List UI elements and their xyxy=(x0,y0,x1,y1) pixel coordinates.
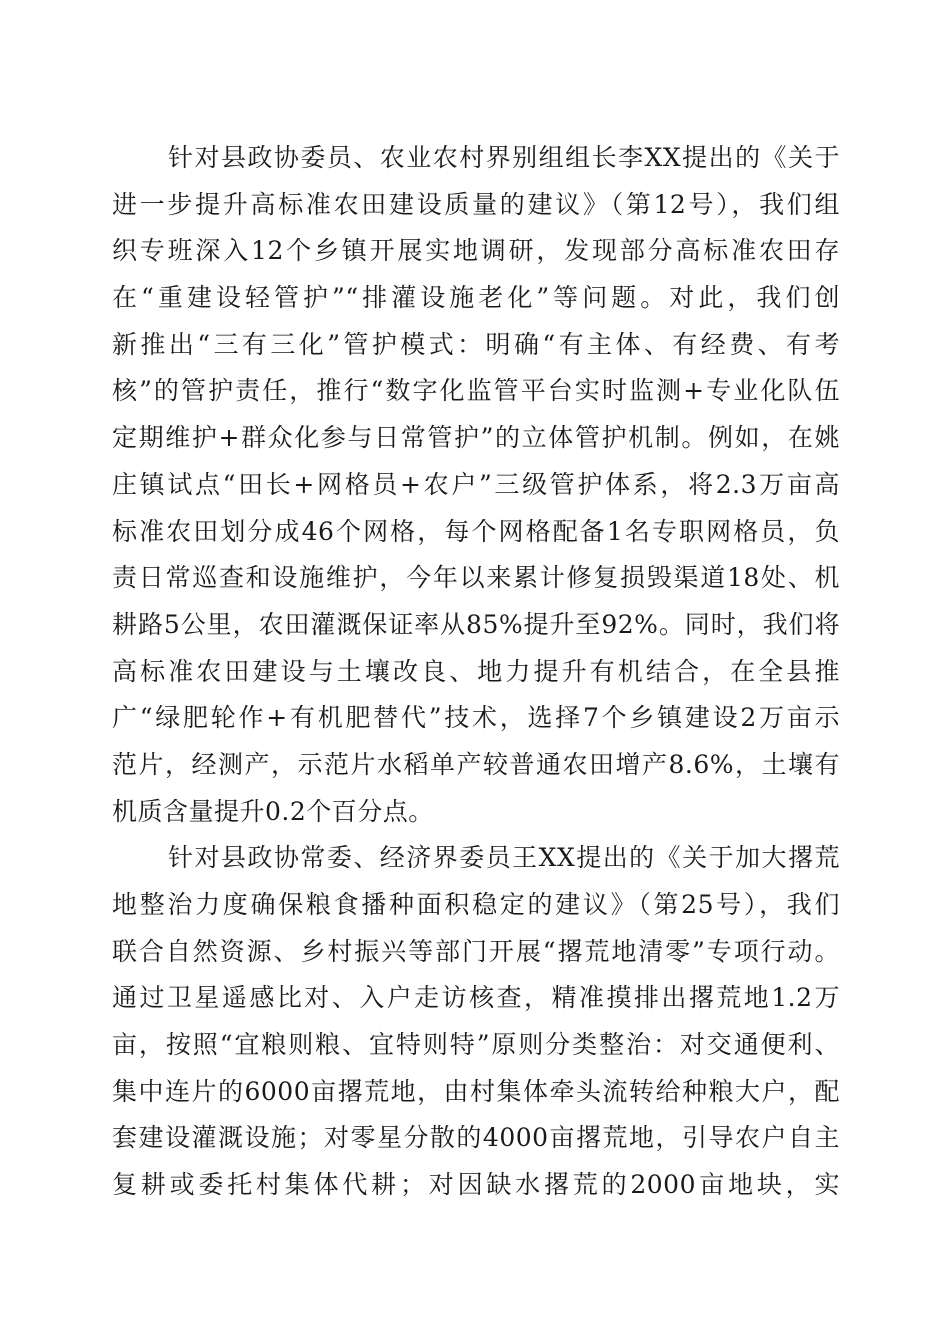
text-line: 核”的管护责任，推行“数字化监管平台实时监测+专业化队伍 xyxy=(112,376,840,406)
text-line: 耕路5公里，农田灌溉保证率从85%提升至92%。同时，我们将 xyxy=(112,609,840,639)
document-body xyxy=(112,135,840,1209)
text-line: 标准农田划分成46个网格，每个网格配备1名专职网格员，负 xyxy=(112,516,840,546)
text-line: 定期维护+群众化参与日常管护”的立体管护机制。例如，在姚 xyxy=(112,423,840,453)
text-line: 针对县政协常委、经济界委员王XX提出的《关于加大撂荒 xyxy=(168,843,840,873)
text-line: 复耕或委托村集体代耕；对因缺水撂荒的2000亩地块，实 xyxy=(112,1170,840,1200)
text-line: 集中连片的6000亩撂荒地，由村集体牵头流转给种粮大户，配 xyxy=(112,1076,840,1106)
text-line: 广“绿肥轮作+有机肥替代”技术，选择7个乡镇建设2万亩示 xyxy=(112,703,840,733)
text-line: 范片，经测产，示范片水稻单产较普通农田增产8.6%，土壤有 xyxy=(112,749,840,779)
text-line: 进一步提升高标准农田建设质量的建议》（第12号），我们组 xyxy=(112,189,840,219)
text-line: 机质含量提升0.2个百分点。 xyxy=(112,796,434,826)
text-line: 高标准农田建设与土壤改良、地力提升有机结合，在全县推 xyxy=(112,656,840,686)
paragraph-abandoned-land xyxy=(112,835,840,1209)
text-line: 通过卫星遥感比对、入户走访核查，精准摸排出撂荒地1.2万 xyxy=(112,983,840,1013)
text-line: 庄镇试点“田长+网格员+农户”三级管护体系，将2.3万亩高 xyxy=(112,469,840,499)
text-line: 地整治力度确保粮食播种面积稳定的建议》（第25号），我们 xyxy=(112,890,840,919)
text-line: 织专班深入12个乡镇开展实地调研，发现部分高标准农田存 xyxy=(112,236,840,266)
text-line: 套建设灌溉设施；对零星分散的4000亩撂荒地，引导农户自主 xyxy=(112,1123,840,1153)
text-line: 联合自然资源、乡村振兴等部门开展“撂荒地清零”专项行动。 xyxy=(112,936,840,966)
text-line: 在“重建设轻管护”“排灌设施老化”等问题。对此，我们创 xyxy=(112,283,840,313)
text-line: 责日常巡查和设施维护，今年以来累计修复损毁渠道18处、机 xyxy=(112,563,840,593)
text-line: 亩，按照“宜粮则粮、宜特则特”原则分类整治：对交通便利、 xyxy=(112,1030,840,1060)
text-line: 新推出“三有三化”管护模式：明确“有主体、有经费、有考 xyxy=(112,329,840,359)
paragraph-farmland-quality xyxy=(112,135,840,835)
text-line: 针对县政协委员、农业农村界别组组长李XX提出的《关于 xyxy=(168,143,840,172)
